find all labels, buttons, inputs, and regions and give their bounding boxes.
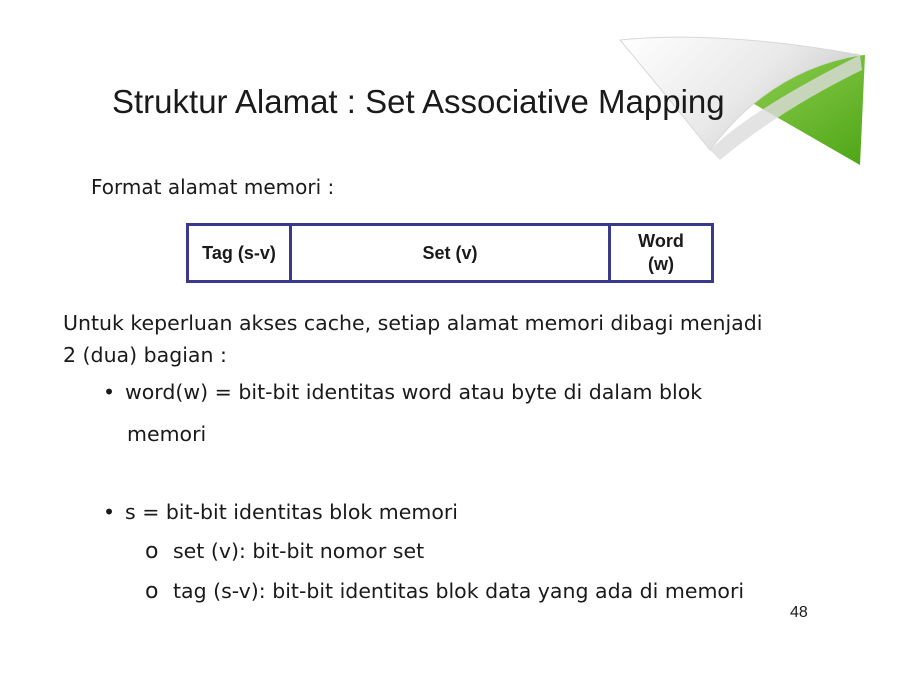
sub-bullet-tag xyxy=(145,575,744,608)
word-field-line1: Word xyxy=(638,231,684,251)
intro-line-2: 2 (dua) bagian : xyxy=(63,343,227,367)
bullet-s-text: s = bit-bit identitas blok memori xyxy=(125,500,458,524)
bullet-marker: • xyxy=(103,500,116,524)
set-field: Set (v) xyxy=(292,226,611,280)
sub-bullet-tag-text: tag (s-v): bit-bit identitas blok data yang ada di memori xyxy=(173,579,745,603)
word-field-line2: (w) xyxy=(648,254,674,274)
tag-field: Tag (s-v) xyxy=(189,226,292,280)
intro-line-1: Untuk keperluan akses cache, setiap alamat memori dibagi menjadi xyxy=(63,311,763,335)
sub-bullet-set-text: set (v): bit-bit nomor set xyxy=(173,539,425,563)
address-format-table xyxy=(186,223,714,283)
page-number: 48 xyxy=(790,604,808,621)
bullet-s xyxy=(103,496,458,528)
bullet-word-continued: memori xyxy=(127,422,207,446)
slide-title: Struktur Alamat : Set Associative Mapping xyxy=(112,83,725,120)
bullet-marker: • xyxy=(103,380,116,404)
bullet-word xyxy=(103,376,702,408)
bullet-word-line1: word(w) = bit-bit identitas word atau byte di dalam blok xyxy=(125,380,703,404)
format-subtitle: Format alamat memori : xyxy=(91,175,335,199)
sub-bullet-set xyxy=(145,535,424,568)
sub-bullet-marker: o xyxy=(145,579,159,604)
sub-bullet-marker: o xyxy=(145,539,159,564)
word-field xyxy=(611,226,711,280)
intro-paragraph xyxy=(63,307,833,371)
